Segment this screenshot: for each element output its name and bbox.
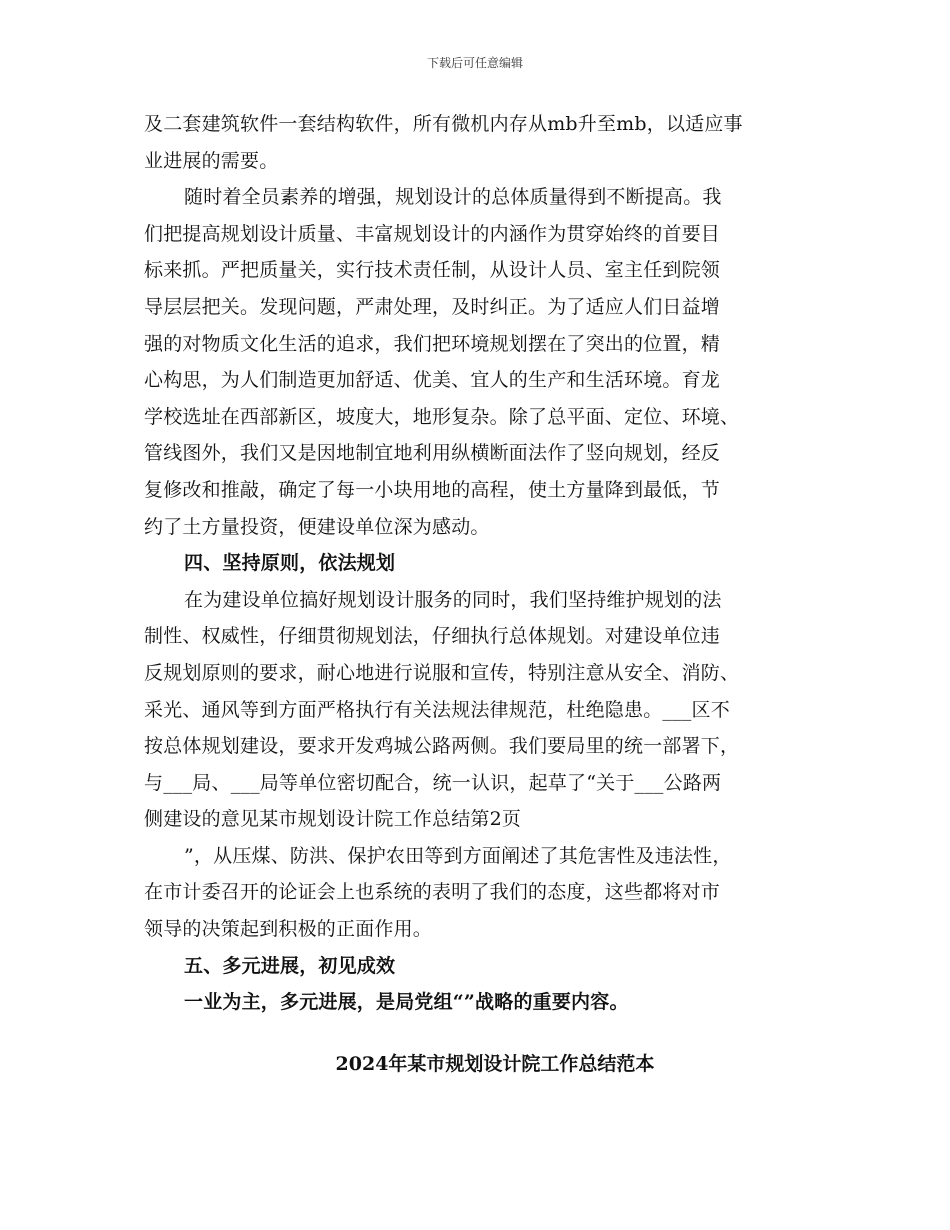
text-line: 强的对物质文化生活的追求，我们把环境规划摆在了突出的位置，精 bbox=[144, 332, 721, 355]
text-line: 导层层把关。发现问题，严肃处理，及时纠正。为了适应人们日益增 bbox=[144, 295, 721, 318]
text-line: 按总体规划建设，要求开发鸡城公路两侧。我们要局里的统一部署下， bbox=[144, 735, 740, 758]
text-line: ”，从压煤、防洪、保护农田等到方面阐述了其危害性及违法性， bbox=[184, 844, 732, 867]
text-line: 学校选址在西部新区，坡度大，地形复杂。除了总平面、定位、环境、 bbox=[144, 405, 740, 428]
text-line: 侧建设的意见某市规划设计院工作总结第2页 bbox=[144, 808, 522, 831]
text-line: 约了土方量投资，便建设单位深为感动。 bbox=[144, 515, 490, 538]
text-line: 复修改和推敲，确定了每一小块用地的高程，使土方量降到最低，节 bbox=[144, 478, 721, 501]
text-line: 业进展的需要。 bbox=[144, 149, 279, 172]
text-line: 反规划原则的要求，耐心地进行说服和宣传，特别注意从安全、消防、 bbox=[144, 661, 740, 684]
text-line: 随时着全员素养的增强，规划设计的总体质量得到不断提高。我 bbox=[184, 186, 722, 209]
text-line: 标来抓。严把质量关，实行技术责任制，从设计人员、室主任到院领 bbox=[144, 259, 721, 282]
text-line: 及二套建筑软件一套结构软件，所有微机内存从mb升至mb，以适应事 bbox=[144, 113, 743, 135]
bold-text-line: 一业为主，多元进展，是局党组“”战略的重要内容。 bbox=[184, 991, 629, 1014]
text-line: 领导的决策起到积极的正面作用。 bbox=[144, 918, 433, 941]
section-heading: 四、坚持原则，依法规划 bbox=[184, 552, 396, 575]
text-line: 心构思，为人们制造更加舒适、优美、宜人的生产和生活环境。育龙 bbox=[144, 369, 721, 392]
section-heading: 五、多元进展，初见成效 bbox=[184, 954, 396, 977]
text-line: 在市计委召开的论证会上也系统的表明了我们的态度，这些都将对市 bbox=[144, 881, 721, 904]
document-title: 2024年某市规划设计院工作总结范本 bbox=[335, 1053, 655, 1075]
text-line: 制性、权威性，仔细贯彻规划法，仔细执行总体规划。对建设单位违 bbox=[144, 625, 721, 648]
text-line: 与___局、___局等单位密切配合，统一认识，起草了“关于___公路两 bbox=[144, 771, 722, 794]
text-line: 采光、通风等到方面严格执行有关法规法律规范，杜绝隐患。___区不 bbox=[144, 698, 730, 721]
page-header: 下载后可任意编辑 bbox=[426, 56, 523, 70]
text-line: 们把提高规划设计质量、丰富规划设计的内涵作为贯穿始终的首要目 bbox=[144, 222, 721, 245]
text-line: 管线图外，我们又是因地制宜地利用纵横断面法作了竖向规划，经反 bbox=[144, 442, 721, 465]
text-line: 在为建设单位搞好规划设计服务的同时，我们坚持维护规划的法 bbox=[184, 588, 722, 611]
document-body bbox=[144, 106, 824, 1021]
